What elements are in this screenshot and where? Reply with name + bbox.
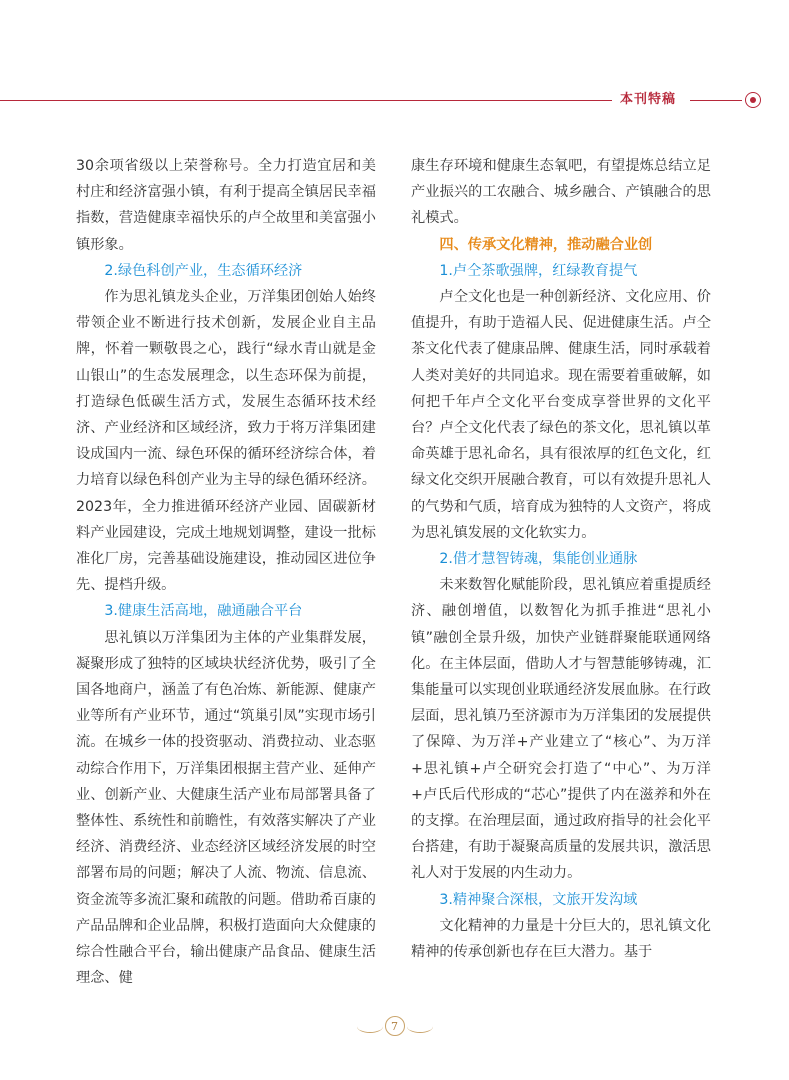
heading-tea-culture: 1.卢仝茶歌强牌，红绿教育提气	[439, 262, 638, 279]
page-number-label: 7	[385, 1016, 405, 1036]
header-rule-right	[690, 100, 742, 101]
heading-green-industry: 2.绿色科创产业，生态循环经济	[104, 262, 303, 279]
left-column	[76, 153, 376, 992]
section-title: 本刊特稿	[620, 92, 677, 107]
heading-section-four: 四、传承文化精神，推动融合业创	[439, 236, 653, 253]
paragraph-talent: 未来数智化赋能阶段，思礼镇应着重提质经济、融创增值，以数智化为抓手推进“思礼小镇”融创全景升级，加快产业链群聚能联通网络化。在主体层面，借助人才与智慧能够铸魂，汇集能量可以实现创业联通经济发展血脉。在行政层面，思礼镇乃至济源市为万洋集团的发展提供了保障、为万洋+产业建立了“核心”、为万洋+思礼镇+卢仝研究会打造了“中心”、为万洋+卢氏后代形成的“芯心”提供了内在滋养和外在的支撑。在治理层面，通过政府指导的社会化平台搭建，有助于凝聚高质量的发展共识，激活思礼人对于发展的内生动力。	[411, 577, 711, 882]
target-circle-icon	[745, 92, 761, 108]
ornament-left-icon	[357, 1020, 383, 1033]
paragraph-spirit: 文化精神的力量是十分巨大的，思礼镇文化精神的传承创新也存在巨大潜力。基于	[411, 917, 711, 961]
paragraph-honors: 30余项省级以上荣誉称号。全力打造宜居和美村庄和经济富强小镇，有利于提高全镇居民幸福指数，营造健康幸福快乐的卢仝故里和美富强小镇形象。	[76, 158, 376, 253]
heading-healthy-life: 3.健康生活高地，融通融合平台	[104, 603, 303, 620]
right-column	[411, 153, 711, 965]
heading-spirit: 3.精神聚合深根，文旅开发沟域	[439, 891, 638, 908]
paragraph-green-industry: 作为思礼镇龙头企业，万洋集团创始人始终带领企业不断进行技术创新，发展企业自主品牌，怀着一颗敬畏之心，践行“绿水青山就是金山银山”的生态发展理念，以生态环保为前提，打造绿色低碳生活方式，发展生态循环技术经济、产业经济和区域经济，致力于将万洋集团建设成国内一流、绿色环保的循环经济综合体，着力培育以绿色科创产业为主导的绿色循环经济。2023年，全力推进循环经济产业园、固碳新材料产业园建设，完成土地规划调整，建设一批标准化厂房，完善基础设施建设，推动园区进位争先、提档升级。	[76, 289, 376, 594]
paragraph-continued: 康生存环境和健康生态氧吧，有望提炼总结立足产业振兴的工农融合、城乡融合、产镇融合的思礼模式。	[411, 158, 711, 227]
page-number	[0, 1016, 789, 1036]
header-rule-left	[0, 100, 612, 101]
ornament-right-icon	[407, 1020, 433, 1033]
heading-talent: 2.借才慧智铸魂，集能创业通脉	[439, 551, 638, 568]
paragraph-healthy-life: 思礼镇以万洋集团为主体的产业集群发展，凝聚形成了独特的区域块状经济优势，吸引了全国各地商户，涵盖了有色冶炼、新能源、健康产业等所有产业环节，通过“筑巢引凤”实现市场引流。在城乡一体的投资驱动、消费拉动、业态驱动综合作用下，万洋集团根据主营产业、延伸产业、创新产业、大健康生活产业布局部署具备了整体性、系统性和前瞻性，有效落实解决了产业经济、消费经济、业态经济区域经济发展的时空部署布局的问题；解决了人流、物流、信息流、资金流等多流汇聚和疏散的问题。借助希百康的产品品牌和企业品牌，积极打造面向大众健康的综合性融合平台，输出健康产品食品、健康生活理念、健	[76, 629, 376, 987]
paragraph-tea-culture: 卢仝文化也是一种创新经济、文化应用、价值提升，有助于造福人民、促进健康生活。卢仝茶文化代表了健康品牌、健康生活，同时承载着人类对美好的共同追求。现在需要着重破解，如何把千年卢仝文化平台变成享誉世界的文化平台？卢仝文化代表了绿色的茶文化，思礼镇以革命英雄于思礼命名，具有很浓厚的红色文化，红绿文化交织开展融合教育，可以有效提升思礼人的气势和气质，培育成为独特的人文资产，将成为思礼镇发展的文化软实力。	[411, 289, 711, 541]
